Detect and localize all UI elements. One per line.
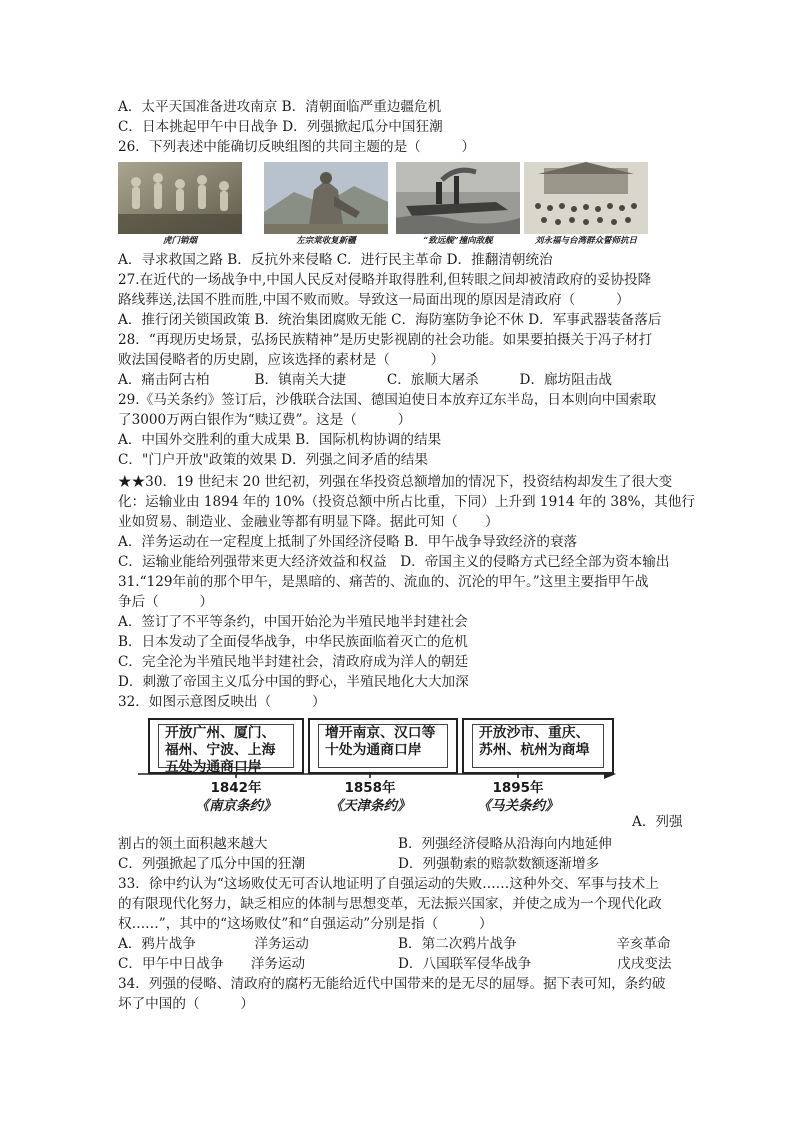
text-line: 28．“再现历史场景，弘扬民族精神”是历史影视剧的社会功能。如果要拍摄关于冯子材打 (118, 332, 653, 348)
text-line: 34．列强的侵略、清政府的腐朽无能给近代中国带来的是无尽的屈辱。据下表可知，条约破 (118, 976, 666, 992)
text-line: 29.《马关条约》签订后，沙俄联合法国、德国迫使日本放弃辽东半岛，日本则向中国索取 (118, 392, 657, 408)
text-line: A．太平天国准备进攻南京 B．清朝面临严重边疆危机 (118, 99, 442, 115)
timeline-year: 1895年 (492, 780, 544, 796)
text-line: 31.“129年前的那个甲午，是黑暗的、痛苦的、流血的、沉沦的甲午。”这里主要指甲午战 (118, 574, 649, 590)
text-line: 26．下列表述中能确切反映组图的共同主题的是（ ） (118, 139, 476, 155)
text-line: A．寻求救国之路 B．反抗外来侵略 C．进行民主革命 D．推翻清朝统治 (118, 252, 553, 268)
timeline-box-text: 增开南京、汉口等十处为通商口岸 (318, 724, 448, 768)
text-line: A．列强 (632, 814, 683, 830)
text-line: A．中国外交胜利的重大成果 B．国际机构协调的结果 (118, 432, 442, 448)
text-line: 业如贸易、制造业、金融业等都有明显下降。据此可知（ ） (118, 514, 499, 530)
text-line: C．完全沦为半殖民地半封建社会，清政府成为洋人的朝廷 (118, 654, 469, 670)
text-line: A．鸦片战争 洋务运动 (118, 936, 309, 952)
text-line: 的有限现代化努力，缺乏相应的体制与思想变革，无法振兴国家，并使之成为一个现代化政 (118, 896, 662, 912)
timeline-year: 1842年 (210, 780, 262, 796)
photo-caption: 左宗棠收复新疆 (296, 236, 356, 246)
text-line: A．洋务运动在一定程度上抵制了外国经济侵略 B．甲午战争导致经济的衰落 (118, 534, 578, 550)
text-line: D．刺激了帝国主义瓜分中国的野心，半殖民地化大大加深 (118, 674, 469, 690)
text-line: A．推行闭关锁国政策 B．统治集团腐败无能 C．海防塞防争论不休 D．军事武器装备落后 (118, 312, 662, 328)
photo-zhiyuan (396, 162, 520, 246)
photo-group (118, 162, 678, 246)
text-line: 权……”，其中的“这场败仗”和“自强运动”分别是指（ ） (118, 916, 493, 932)
option-text: D．八国联军侵华战争 戊戌变法 (398, 956, 672, 972)
text-line: 坏了中国的（ ） (118, 996, 254, 1012)
text-line: C．运输业能给列强带来更大经济效益和权益 D．帝国主义的侵略方式已经全部为资本输出 (118, 554, 670, 570)
timeline-box-tianjin (308, 718, 458, 774)
text-line: A．签订了不平等条约，中国开始沦为半殖民地半封建社会 (118, 614, 468, 630)
photo-liuyongfu (524, 162, 648, 246)
text-line: B．日本发动了全面侵华战争，中华民族面临着灭亡的危机 (118, 634, 468, 650)
text-line: C．列强掀起了瓜分中国的狂潮 (118, 856, 306, 872)
timeline-treaty: 《南京条约》 (195, 798, 277, 814)
photo-caption: 虎门销烟 (162, 236, 197, 246)
text-line: A．痛击阿古柏 B．镇南关大捷 C．旅顺大屠杀 D．廊坊阻击战 (118, 372, 613, 388)
text-line: 33．徐中约认为“这场败仗无可否认地证明了自强运动的失败……这种外交、军事与技术上 (118, 876, 659, 892)
timeline-treaty: 《天津条约》 (329, 798, 411, 814)
photo-humen (118, 162, 242, 246)
timeline-year: 1858年 (344, 780, 396, 796)
text-line: 32．如图示意图反映出（ ） (118, 694, 326, 710)
text-line: C．"门户开放"政策的效果 D．列强之间矛盾的结果 (118, 452, 428, 468)
text-line: ★★30．19 世纪末 20 世纪初，列强在华投资总额增加的情况下，投资结构却发生了很大变 (118, 474, 673, 490)
treaty-timeline (148, 718, 618, 818)
photo-caption: “致远舰”撞向敌舰 (423, 236, 493, 246)
timeline-box-text: 开放广州、厦门、福州、宁波、上海五处为通商口岸 (158, 724, 294, 768)
photo-caption: 刘永福与台湾群众誓师抗日 (534, 236, 637, 246)
text-line: 割占的领土面积越来越大 (118, 836, 268, 852)
timeline-box-text: 开放沙市、重庆、苏州、杭州为商埠 (472, 724, 604, 768)
text-line: C．日本挑起甲午中日战争 D．列强掀起瓜分中国狂潮 (118, 119, 443, 135)
option-text: B．第二次鸦片战争 辛亥革命 (398, 936, 671, 952)
text-line: 路线葬送,法国不胜而胜,中国不败而败。导致这一局面出现的原因是清政府（ ） (118, 292, 630, 308)
text-line: C．甲午中日战争 洋务运动 (118, 956, 306, 972)
text-line: 化：运输业由 1894 年的 10%（投资总额中所占比重，下同）上升到 1914 年的 38%，其他行 (118, 494, 695, 510)
option-text: D．列强勒索的赔款数额逐渐增多 (398, 856, 600, 872)
text-line: 了3000万两白银作为“赎辽费”。这是（ ） (118, 412, 412, 428)
timeline-treaty: 《马关条约》 (477, 798, 559, 814)
photo-zuozongtang (264, 162, 388, 246)
text-line: 27.在近代的一场战争中,中国人民反对侵略并取得胜利,但转眼之间却被清政府的妥协投降 (118, 272, 652, 288)
timeline-box-nanjing (148, 718, 304, 774)
text-line: 争后（ ） (118, 594, 214, 610)
timeline-box-maguan (462, 718, 614, 774)
option-text: B．列强经济侵略从沿海向内地延伸 (398, 836, 612, 852)
text-line: 败法国侵略者的历史剧，应该选择的素材是（ ） (118, 352, 445, 368)
